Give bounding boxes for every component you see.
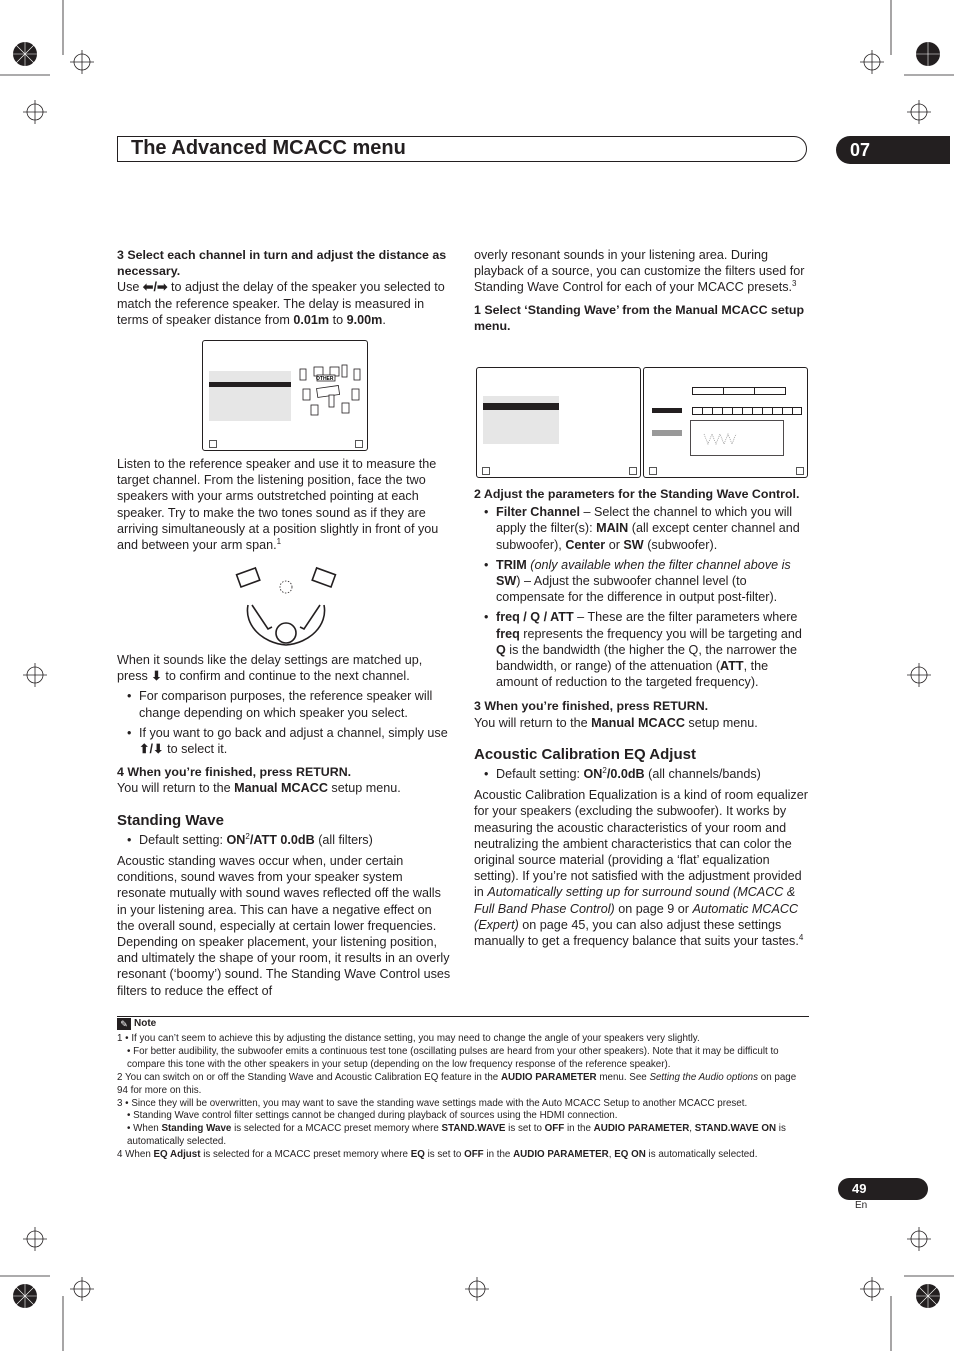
note-4: 4 When EQ Adjust is selected for a MCACC preset memory where EQ is set to OFF in the AUDIO PARAMETER, EQ ON is automatically selected. xyxy=(117,1149,758,1161)
eq-adjust-heading: Acoustic Calibration EQ Adjust xyxy=(474,745,696,763)
step4-text: You will return to the Manual MCACC setup menu. xyxy=(117,781,401,796)
notes-block xyxy=(117,1033,809,1162)
language-code: En xyxy=(855,1200,868,1211)
osd-eq-graph xyxy=(690,420,784,456)
eq-paragraph: Acoustic Calibration Equalization is a kind of room equalizer for your speakers (excluding the subwoofer). It works by measuring the acoustic characteristics of your room and neutralizing the ambient characteristics that can color the original source material (providing a ‘flat’ equalization setting). If you’re not satisfied with the adjustment provided in Automatically setting up for surround sound (MCACC & Full Band Phase Control) on page 9 or Automatic MCACC (Expert) on page 45, you can also adjust these settings manually to get a frequency balance that suits your tastes.$^4$ xyxy=(474,788,808,949)
notes-heading: Note xyxy=(134,1018,157,1029)
osd-enter-icon xyxy=(629,467,637,475)
listen-paragraph: Listen to the reference speaker and use it to measure the target channel. From the listening position, face the two speakers with your arms outstretched pointing at each speaker. Try to make the two tones sound as if they are arriving simultaneously at a position slightly in front of you and between your arm span.$^1$ xyxy=(117,457,439,553)
page-number: 49 xyxy=(838,1178,928,1200)
osd-channel-selected xyxy=(652,408,682,413)
note-3a: 3 • Since they will be overwritten, you may want to save the standing wave settings made with the Auto MCACC Setup to another MCACC preset. xyxy=(117,1097,748,1109)
osd-enter-icon xyxy=(796,467,804,475)
bullet-freq-q-att: • freq / Q / ATT – These are the filter parameters where freq represents the frequency you will be targeting and Q is the bandwidth (the higher the Q, the narrower the bandwidth, or range) of the attenuation (ATT, the amount of reduction to the targeted frequency). xyxy=(474,609,809,690)
right-column xyxy=(474,247,809,334)
bullet-trim: • TRIM (only available when the filter channel above is SW) – Adjust the subwoofer channel level (to compensate for the difference in output post-filter). xyxy=(474,557,809,606)
step4-heading: 4 When you’re finished, press RETURN. xyxy=(117,765,352,780)
note-1b: • For better audibility, the subwoofer emits a continuous test tone (oscillating pulses are heard from your other speakers). Note that it may be difficult to compare this tone with the other speakers in your setup (depending on the low frequency response of the reference speaker). xyxy=(127,1045,779,1070)
step3-return-heading: 3 When you’re finished, press RETURN. xyxy=(474,699,709,714)
osd-param-boxes xyxy=(692,387,786,395)
left-column-2 xyxy=(117,456,452,553)
notes-rule xyxy=(117,1016,809,1017)
listener-arms-illustration xyxy=(232,565,342,653)
note-pencil-icon: ✎ xyxy=(117,1018,131,1030)
osd-selected-row xyxy=(209,382,291,387)
bullet-comparison: • For comparison purposes, the reference speaker will change depending on which speaker you select. xyxy=(117,688,452,720)
up-down-arrow-icon: ⬆/⬇ xyxy=(139,742,164,757)
note-3b: • Standing Wave control filter settings cannot be changed during playback of sources using the HDMI connection. xyxy=(127,1110,618,1122)
note-3c: • When Standing Wave is selected for a MCACC preset memory where STAND.WAVE is set to OFF in the AUDIO PARAMETER, STAND.WAVE ON is automatically selected. xyxy=(127,1123,786,1148)
step3-return-text: You will return to the Manual MCACC setup menu. xyxy=(474,715,758,730)
speaker-layout-icon xyxy=(297,361,363,421)
bullet-filter-channel: • Filter Channel – Select the channel to which you will apply the filter(s): MAIN (all except center channel and subwoofer), Center or SW (subwoofer). xyxy=(474,504,809,553)
osd-standing-wave-screen xyxy=(643,367,808,478)
page-title: The Advanced MCACC menu xyxy=(131,137,406,159)
chapter-tab: 07 xyxy=(836,136,950,164)
osd-enter-icon xyxy=(355,440,363,448)
down-arrow-icon: ⬇ xyxy=(151,669,162,684)
sw-paragraph: Acoustic standing waves occur when, under certain conditions, sound waves from your speaker system resonate mutually with sound waves reflected off the walls in your listening area. This can have a negative effect on the overall sound, especially at certain lower frequencies. Depending on speaker placement, your listening position, and ultimately the shape of your room, it results in an overly resonant (‘boomy’) sound. The Standing Wave Control uses filters to reduce the effect of xyxy=(117,854,451,998)
bullet-go-back: • If you want to go back and adjust a channel, simply use ⬆/⬇ to select it. xyxy=(117,725,452,757)
step3-heading: 3 Select each channel in turn and adjust the distance as necessary. xyxy=(117,248,447,279)
continued-paragraph: overly resonant sounds in your listening area. During playback of a source, you can customize the filters used for Standing Wave Control for each of your MCACC presets.$^3$ xyxy=(474,248,805,295)
left-right-arrow-icon: ⬅/➡ xyxy=(142,280,168,295)
standing-wave-heading: Standing Wave xyxy=(117,811,224,829)
speaker-label: OTHER xyxy=(316,376,334,382)
osd-manual-mcacc-menu xyxy=(476,367,641,478)
when-paragraph: When it sounds like the delay settings are matched up, press ⬇ to confirm and continue to the next channel. xyxy=(117,653,423,684)
osd-return-icon xyxy=(482,467,490,475)
step1-heading: 1 Select ‘Standing Wave’ from the Manual MCACC setup menu. xyxy=(474,302,805,333)
osd-channel-row xyxy=(652,430,682,436)
note-2: 2 You can switch on or off the Standing Wave and Acoustic Calibration EQ feature in the AUDIO PARAMETER menu. See Setting the Audio options on page 94 for more on this. xyxy=(117,1071,797,1096)
osd-speaker-distance-screen xyxy=(202,340,368,451)
step3-text: Use ⬅/➡ to adjust the delay of the speaker you selected to match the reference speaker. The delay is measured in terms of speaker distance from 0.01m to 9.00m. xyxy=(117,280,445,327)
osd-band-boxes xyxy=(692,407,802,415)
eq-default-setting: • Default setting: $ON^2/0.0dB$ (all channels/bands) xyxy=(474,766,809,782)
note-1a: 1 • If you can’t seem to achieve this by adjusting the distance setting, you may need to change the angle of your speakers very slightly. xyxy=(117,1033,700,1044)
osd-menu-list xyxy=(209,371,291,421)
osd-return-icon xyxy=(649,467,657,475)
left-column-3 xyxy=(117,652,452,999)
sw-default-setting: • Default setting: $ON^2$/ATT 0.0dB (all filters) xyxy=(117,832,452,848)
left-column xyxy=(117,247,451,328)
step2-heading: 2 Adjust the parameters for the Standing Wave Control. xyxy=(474,487,800,501)
osd-return-icon xyxy=(209,440,217,448)
right-column-2 xyxy=(474,486,809,949)
osd-selected-row xyxy=(483,403,559,410)
